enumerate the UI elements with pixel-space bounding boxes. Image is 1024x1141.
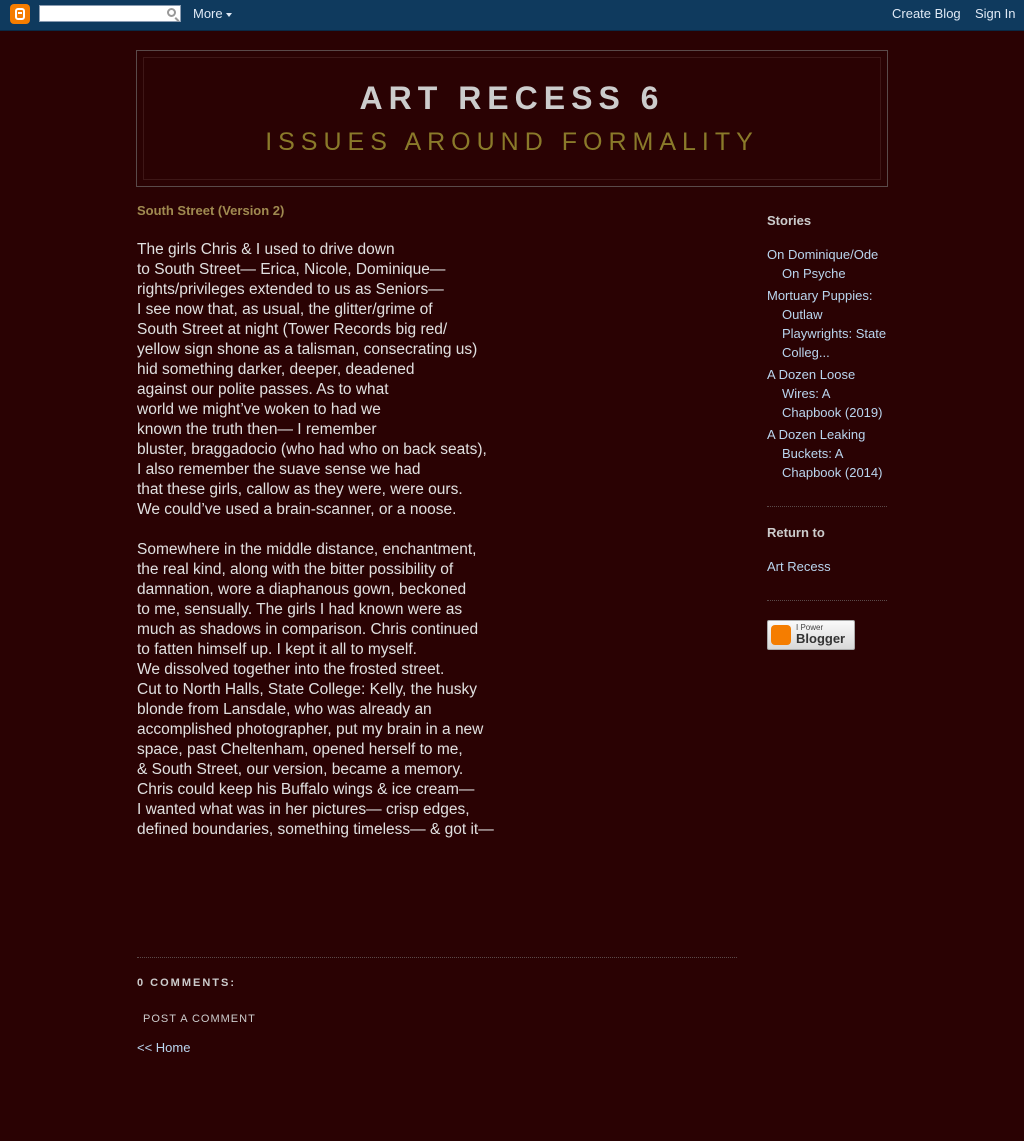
post-comment-link[interactable]: POST A COMMENT bbox=[143, 1013, 256, 1025]
poem-line: South Street at night (Tower Records big red/ bbox=[137, 321, 448, 338]
poem-line: Chris could keep his Buffalo wings & ice cream— bbox=[137, 781, 475, 798]
poem-line: blonde from Lansdale, who was already an bbox=[137, 701, 432, 718]
stories-list bbox=[767, 245, 889, 485]
blog-header-inner bbox=[143, 57, 881, 180]
stories-heading: Stories bbox=[767, 213, 812, 228]
poem-line: bluster, braggadocio (who had who on back seats), bbox=[137, 441, 487, 458]
poem-line: Somewhere in the middle distance, enchantment, bbox=[137, 541, 477, 558]
poem-line: I also remember the suave sense we had bbox=[137, 461, 421, 478]
return-heading: Return to bbox=[767, 525, 825, 540]
poem-line: I wanted what was in her pictures— crisp edges, bbox=[137, 801, 470, 818]
poem-stanza-1 bbox=[137, 240, 737, 520]
poem-line: I see now that, as usual, the glitter/grime of bbox=[137, 301, 433, 318]
powered-by-blogger-badge[interactable] bbox=[767, 620, 855, 650]
poem-line: defined boundaries, something timeless— & got it— bbox=[137, 821, 494, 838]
poem-line: We dissolved together into the frosted street. bbox=[137, 661, 445, 678]
poem-line: world we might’ve woken to had we bbox=[137, 401, 381, 418]
story-link[interactable]: On Dominique/Ode On Psyche bbox=[767, 247, 879, 281]
sign-in-link[interactable]: Sign In bbox=[975, 6, 1016, 21]
search-input[interactable] bbox=[39, 5, 181, 22]
blogger-logo-icon[interactable] bbox=[10, 4, 30, 24]
poem-line: much as shadows in comparison. Chris continued bbox=[137, 621, 479, 638]
sidebar-divider bbox=[767, 506, 887, 507]
home-link[interactable]: << Home bbox=[137, 1040, 191, 1055]
poem-line: hid something darker, deeper, deadened bbox=[137, 361, 415, 378]
post-body bbox=[137, 240, 737, 860]
poem-line: the real kind, along with the bitter possibility of bbox=[137, 561, 454, 578]
poem-line: that these girls, callow as they were, were ours. bbox=[137, 481, 463, 498]
poem-line: to fatten himself up. I kept it all to myself. bbox=[137, 641, 417, 658]
poem-line: known the truth then— I remember bbox=[137, 421, 377, 438]
poem-line: damnation, wore a diaphanous gown, beckoned bbox=[137, 581, 467, 598]
poem-line: space, past Cheltenham, opened herself to me, bbox=[137, 741, 463, 758]
sidebar-divider bbox=[767, 600, 887, 601]
poem-line: The girls Chris & I used to drive down bbox=[137, 241, 395, 258]
poem-line: & South Street, our version, became a memory. bbox=[137, 761, 464, 778]
poem-line: against our polite passes. As to what bbox=[137, 381, 389, 398]
art-recess-link[interactable]: Art Recess bbox=[767, 559, 831, 574]
poem-line: to me, sensually. The girls I had known were as bbox=[137, 601, 463, 618]
chevron-down-icon bbox=[226, 13, 232, 17]
comments-divider bbox=[137, 957, 737, 958]
blog-title[interactable]: ART RECESS 6 bbox=[359, 80, 665, 116]
blog-header bbox=[136, 50, 888, 187]
blog-description: ISSUES AROUND FORMALITY bbox=[265, 128, 759, 156]
more-menu[interactable] bbox=[193, 6, 232, 21]
create-blog-link[interactable]: Create Blog bbox=[892, 6, 961, 21]
poem-line: rights/privileges extended to us as Seniors— bbox=[137, 281, 444, 298]
poem-line: accomplished photographer, put my brain in a new bbox=[137, 721, 484, 738]
blogger-logo-icon bbox=[771, 625, 791, 645]
badge-small-text: I Power bbox=[796, 623, 824, 632]
poem-line: We could’ve used a brain-scanner, or a noose. bbox=[137, 501, 457, 518]
story-link[interactable]: A Dozen Leaking Buckets: A Chapbook (2014) bbox=[767, 427, 883, 480]
badge-big-text: Blogger bbox=[796, 631, 846, 646]
comments-heading: 0 COMMENTS: bbox=[137, 977, 236, 989]
blogger-navbar bbox=[0, 0, 1024, 31]
story-link[interactable]: Mortuary Puppies: Outlaw Playwrights: State Colleg... bbox=[767, 288, 887, 360]
more-label: More bbox=[193, 6, 223, 21]
poem-stanza-2 bbox=[137, 540, 737, 840]
post-title: South Street (Version 2) bbox=[137, 203, 285, 218]
poem-line: yellow sign shone as a talisman, consecrating us) bbox=[137, 341, 478, 358]
poem-line: to South Street— Erica, Nicole, Dominique— bbox=[137, 261, 446, 278]
poem-line: Cut to North Halls, State College: Kelly, the husky bbox=[137, 681, 478, 698]
search-icon[interactable] bbox=[167, 8, 176, 17]
story-link[interactable]: A Dozen Loose Wires: A Chapbook (2019) bbox=[767, 367, 883, 420]
